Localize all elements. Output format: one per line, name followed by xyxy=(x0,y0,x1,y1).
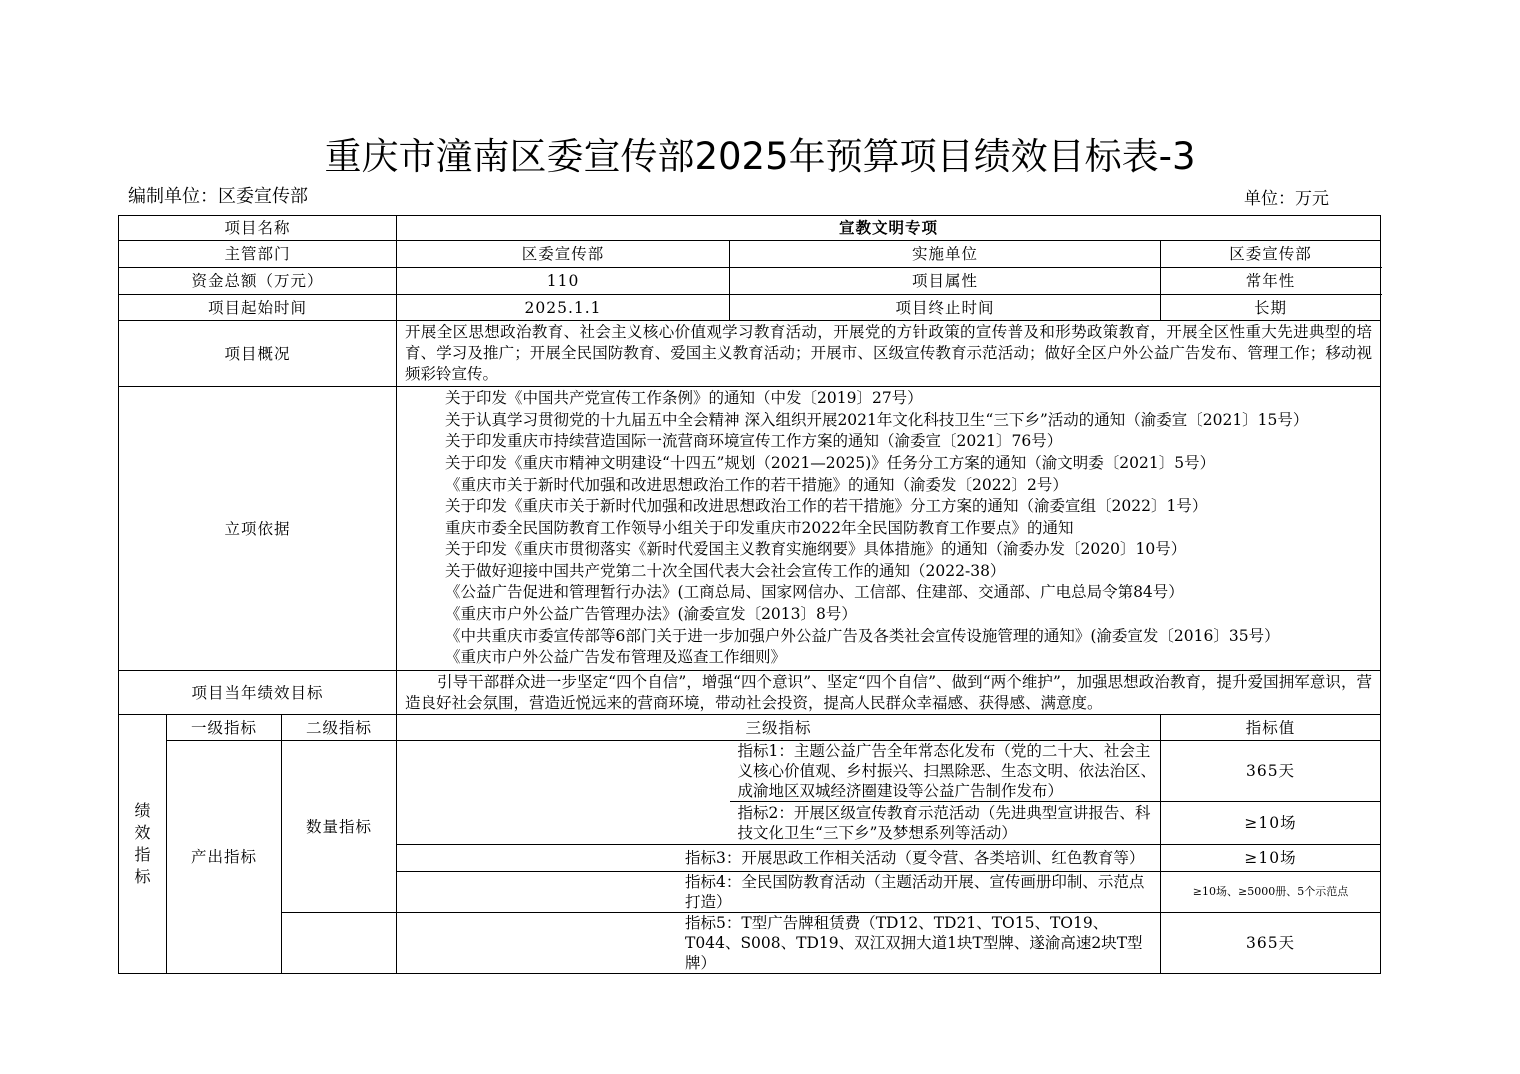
currency-unit: 单位：万元 xyxy=(1244,189,1329,209)
indicator-3-value: ≥10场 xyxy=(1161,845,1381,872)
total-funds-label: 资金总额（万元） xyxy=(119,268,397,295)
basis-item: 关于印发《中国共产党宣传工作条例》的通知（中发〔2019〕27号） xyxy=(445,389,923,408)
basis-list xyxy=(397,387,1381,671)
project-name-value: 宣教文明专项 xyxy=(397,216,1381,241)
overview-label: 项目概况 xyxy=(119,321,397,387)
basis-item: 重庆市委全民国防教育工作领导小组关于印发重庆市2022年全民国防教育工作要点》的通知 xyxy=(445,518,1074,537)
basis-item: 《中共重庆市委宣传部等6部门关于进一步加强户外公益广告及各类社会宣传设施管理的通知》(渝委宣发〔2016〕35号） xyxy=(445,626,1280,645)
attribute-label: 项目属性 xyxy=(730,268,1161,295)
goal-label: 项目当年绩效目标 xyxy=(119,671,397,715)
indicator-5-text: 指标5：T型广告牌租赁费（TD12、TD21、TO15、TO19、T044、S008、TD19、双江双拥大道1块T型牌、遂渝高速2块T型牌） xyxy=(397,913,1161,974)
compiling-unit: 编制单位：区委宣传部 xyxy=(128,186,308,207)
indicator-3-text: 指标3：开展思政工作相关活动（夏令营、各类培训、红色教育等） xyxy=(397,845,1161,872)
output-indicator: 产出指标 xyxy=(167,741,282,974)
perf-label xyxy=(119,715,167,974)
basis-item: 关于认真学习贯彻党的十九届五中全会精神 深入组织开展2021年文化科技卫生“三下乡”活动的通知（渝委宣〔2021〕15号） xyxy=(445,410,1309,429)
indicator-5-value: 365天 xyxy=(1161,913,1381,974)
total-funds-value: 110 xyxy=(397,268,730,295)
basis-item: 关于印发重庆市持续营造国际一流营商环境宣传工作方案的通知（渝委宣〔2021〕76号） xyxy=(445,432,1063,451)
basis-item: 《重庆市户外公益广告发布管理及巡查工作细则》 xyxy=(445,648,787,667)
start-time-value: 2025.1.1 xyxy=(397,295,730,321)
project-name-label: 项目名称 xyxy=(119,216,397,241)
basis-item: 关于做好迎接中国共产党第二十次全国代表大会社会宣传工作的通知（2022-38） xyxy=(445,561,1006,580)
indicator-4-value: ≥10场、≥5000册、5个示范点 xyxy=(1161,872,1381,913)
page-title: 重庆市潼南区委宣传部2025年预算项目绩效目标表-3 xyxy=(324,135,1196,178)
value-header: 指标值 xyxy=(1161,715,1381,741)
quantity-indicator: 数量指标 xyxy=(282,741,397,913)
attribute-value: 常年性 xyxy=(1161,268,1381,295)
basis-item: 《重庆市户外公益广告管理办法》(渝委宣发〔2013〕8号） xyxy=(445,605,857,624)
impl-unit-label: 实施单位 xyxy=(730,241,1161,268)
indicator-1-text: 指标1：主题公益广告全年常态化发布（党的二十大、社会主义核心价值观、乡村振兴、扫黑除恶、生态文明、依法治区、成渝地区双城经济圈建设等公益广告制作发布） xyxy=(730,741,1161,802)
basis-item: 《重庆市关于新时代加强和改进思想政治工作的若干措施》的通知（渝委发〔2022〕2号） xyxy=(445,475,1068,494)
basis-item: 关于印发《重庆市关于新时代加强和改进思想政治工作的若干措施》分工方案的通知（渝委宣组〔2022〕1号） xyxy=(445,497,1208,516)
level3-header: 三级指标 xyxy=(397,715,1161,741)
overview-text: 开展全区思想政治教育、社会主义核心价值观学习教育活动，开展党的方针政策的宣传普及和形势政策教育，开展全区性重大先进典型的培育、学习及推广；开展全民国防教育、爱国主义教育活动；开展市、区级宣传教育示范活动；做好全区户外公益广告发布、管理工作；移动视频彩铃宣传。 xyxy=(397,321,1381,387)
end-time-value: 长期 xyxy=(1161,295,1381,321)
dept-label: 主管部门 xyxy=(119,241,397,268)
goal-text: 引导干部群众进一步坚定“四个自信”，增强“四个意识”、坚定“四个自信”、做到“两个维护”，加强思想政治教育，提升爱国拥军意识，营造良好社会氛围，营造近悦远来的营商环境，带动社会投资，提高人民群众幸福感、获得感、满意度。 xyxy=(397,671,1381,715)
basis-item: 关于印发《重庆市贯彻落实《新时代爱国主义教育实施纲要》具体措施》的通知（渝委办发〔2020〕10号） xyxy=(445,540,1187,559)
impl-unit-value: 区委宣传部 xyxy=(1161,241,1381,268)
perf-label-text: 绩效指标 xyxy=(134,801,151,886)
level1-header: 一级指标 xyxy=(167,715,282,741)
basis-item: 关于印发《重庆市精神文明建设“十四五”规划（2021—2025)》任务分工方案的通知（渝文明委〔2021〕5号） xyxy=(445,453,1216,472)
indicator-4-text: 指标4：全民国防教育活动（主题活动开展、宣传画册印制、示范点打造） xyxy=(397,872,1161,913)
dept-value: 区委宣传部 xyxy=(397,241,730,268)
indicator-2-text: 指标2：开展区级宣传教育示范活动（先进典型宣讲报告、科技文化卫生“三下乡”及梦想系列等活动） xyxy=(730,802,1161,845)
start-time-label: 项目起始时间 xyxy=(119,295,397,321)
indicator-2-value: ≥10场 xyxy=(1161,802,1381,845)
performance-table xyxy=(118,215,1381,974)
level2-header: 二级指标 xyxy=(282,715,397,741)
basis-item: 《公益广告促进和管理暂行办法》(工商总局、国家网信办、工信部、住建部、交通部、广电总局令第84号） xyxy=(445,583,1184,602)
indicator-1-value: 365天 xyxy=(1161,741,1381,802)
end-time-label: 项目终止时间 xyxy=(730,295,1161,321)
basis-label: 立项依据 xyxy=(119,387,397,671)
